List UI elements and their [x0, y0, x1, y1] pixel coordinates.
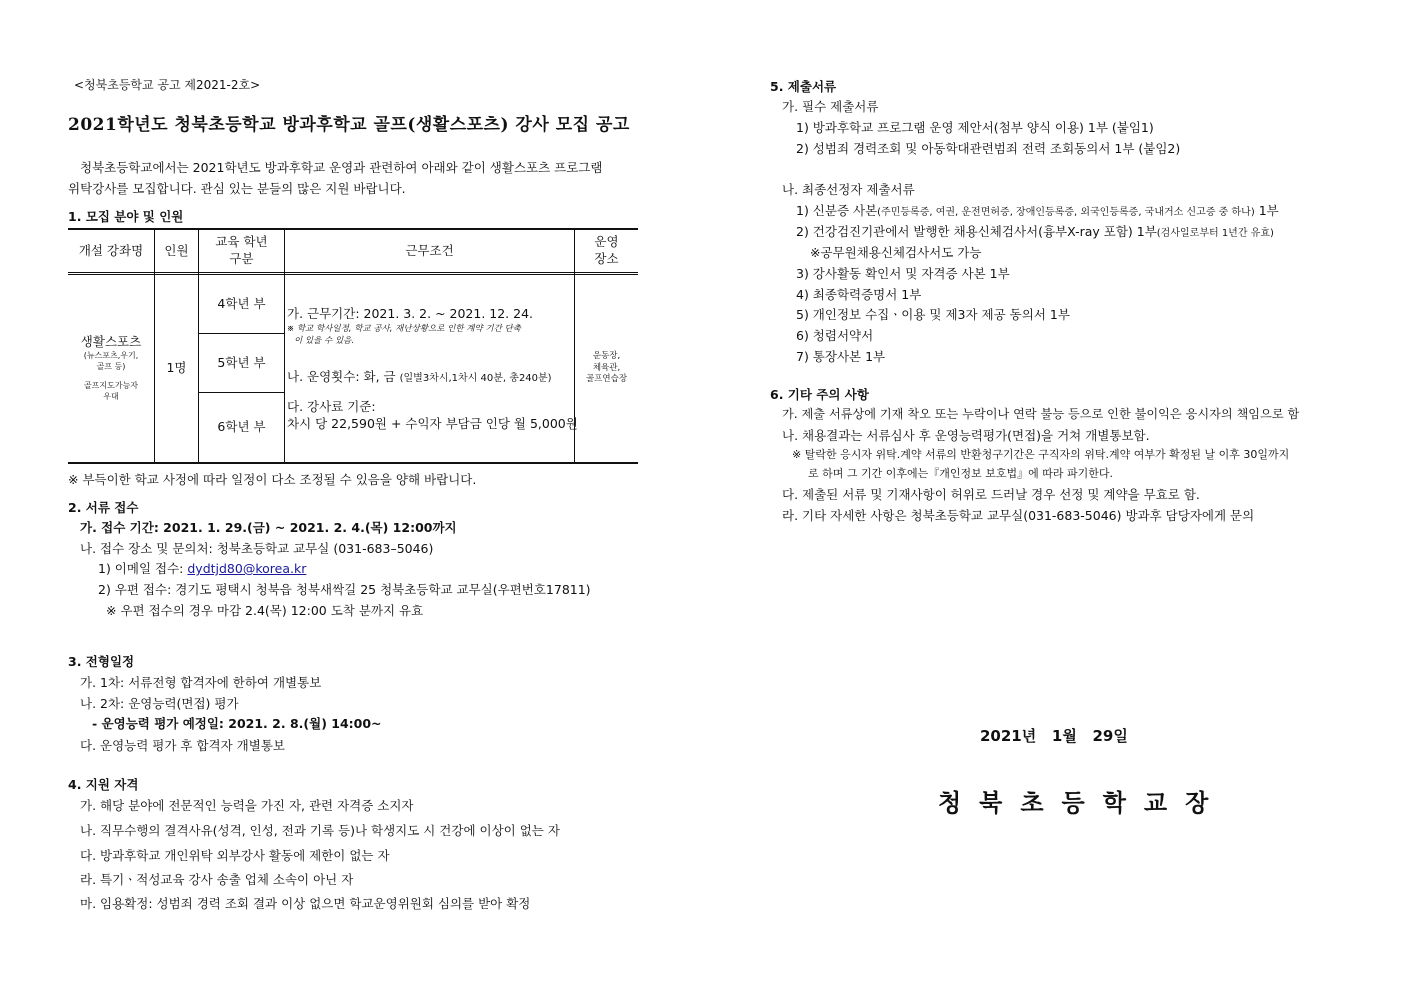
- notice-number: <청북초등학교 공고 제2021-2호>: [74, 78, 261, 92]
- cond-note-1: ※ 학교 학사일정, 학교 공사, 재난상황으로 인한 계약 기간 단축: [287, 324, 521, 334]
- schedule-item-1: 가. 1차: 서류전형 합격자에 한하여 개별통보: [80, 675, 322, 690]
- header-conditions: 근무조건: [405, 242, 454, 258]
- page-title: 2021학년도 청북초등학교 방과후학교 골프(생활스포츠) 강사 모집 공고: [68, 115, 630, 135]
- place-cell: [575, 275, 638, 462]
- school-principal-signature: 청북초등학교장: [938, 789, 1227, 817]
- final-doc-item-2: [796, 222, 1274, 240]
- submission-period: 가. 접수 기간: 2021. 1. 29.(금) ~ 2021. 2. 4.(목) 12:00까지: [80, 520, 457, 535]
- final-doc-2-note: ※공무원채용신체검사서도 가능: [810, 245, 982, 260]
- post-submission: 2) 우편 접수: 경기도 평택시 청북읍 청북새싹길 25 청북초등학교 교무실(우편번호17811): [98, 582, 591, 597]
- header-grade-line1: 교육 학년: [215, 234, 268, 250]
- schedule-item-3: 다. 운영능력 평가 후 합격자 개별통보: [80, 738, 285, 753]
- notice-note-1: ※ 탈락한 응시자 위탁.계약 서류의 반환청구기간은 구직자의 위탁.계약 여부가 확정된 날 이후 30일까지: [792, 448, 1290, 461]
- course-name: 생활스포츠: [80, 334, 142, 350]
- notice-item-2: 나. 채용결과는 서류심사 후 운영능력평가(면접)을 거쳐 개별통보함.: [782, 428, 1150, 443]
- section-1-heading: 1. 모집 분야 및 인원: [68, 209, 184, 224]
- notice-item-1: 가. 제출 서류상에 기재 착오 또는 누락이나 연락 불능 등으로 인한 불이익은 응시자의 책임으로 함: [782, 407, 1300, 421]
- recruitment-table: [68, 228, 638, 464]
- count-cell: 1명: [166, 360, 187, 376]
- grade-5: 5학년 부: [217, 354, 266, 370]
- course-cell: [68, 275, 154, 462]
- place-3: 골프연습장: [585, 374, 628, 385]
- section-3-heading: 3. 전형일정: [68, 654, 135, 669]
- section-2-heading: 2. 서류 접수: [68, 500, 139, 515]
- qualification-item: 나. 직무수행의 결격사유(성격, 인성, 전과 기록 등)나 학생지도 시 건강에 이상이 없는 자: [80, 823, 560, 838]
- qualification-item: 다. 방과후학교 개인위탁 외부강사 활동에 제한이 없는 자: [80, 848, 390, 863]
- qualification-item: 마. 임용확정: 성범죄 경력 조회 결과 이상 없으면 학교운영위원회 심의를 받아 확정: [80, 896, 531, 911]
- final-doc-1-detail: (주민등록증, 여권, 운전면허증, 장애인등록증, 외국인등록증, 국내거소 신고증 중 하나): [877, 207, 1255, 218]
- schedule-item-2: 나. 2차: 운영능력(면접) 평가: [80, 696, 239, 711]
- table-footnote: ※ 부득이한 학교 사정에 따라 일정이 다소 조정될 수 있음을 양해 바랍니다.: [68, 472, 477, 487]
- final-doc-item-1: [796, 201, 1279, 219]
- required-doc-item: 2) 성범죄 경력조회 및 아동학대관련범죄 전력 조회동의서 1부 (붙임2): [796, 141, 1181, 156]
- final-doc-item: 6) 청렴서약서: [796, 328, 874, 343]
- cond-pay-title: 다. 강사료 기준:: [287, 399, 376, 414]
- final-doc-1-main: 1) 신분증 사본: [796, 203, 878, 218]
- final-doc-item: 7) 통장사본 1부: [796, 349, 886, 364]
- required-docs-title: 가. 필수 제출서류: [782, 99, 879, 114]
- schedule-item-2-detail: - 운영능력 평가 예정일: 2021. 2. 8.(월) 14:00~: [92, 716, 382, 731]
- header-grade-line2: 구분: [229, 251, 254, 266]
- course-sub-1: (뉴스포츠,우기,: [83, 351, 139, 361]
- course-sub-4: 우대: [103, 391, 119, 401]
- final-doc-item: 3) 강사활동 확인서 및 자격증 사본 1부: [796, 266, 1010, 281]
- grade-4: 4학년 부: [217, 295, 266, 311]
- submission-place: 나. 접수 장소 및 문의처: 청북초등학교 교무실 (031-683–5046): [80, 541, 434, 556]
- header-count: 인원: [164, 242, 189, 258]
- grade-6: 6학년 부: [217, 419, 266, 435]
- qualification-item: 가. 해당 분야에 전문적인 능력을 가진 자, 관련 자격증 소지자: [80, 798, 414, 813]
- final-doc-1-count: 1부: [1254, 203, 1279, 218]
- required-doc-item: 1) 방과후학교 프로그램 운영 제안서(첨부 양식 이용) 1부 (붙임1): [796, 120, 1154, 135]
- cond-pay-detail: 차시 당 22,590원 + 수익자 부담금 인당 월 5,000원: [287, 416, 578, 431]
- course-sub-3: 골프지도가능자: [83, 380, 139, 390]
- header-grade: [199, 230, 284, 272]
- final-doc-item: 5) 개인정보 수집ㆍ이용 및 제3자 제공 동의서 1부: [796, 307, 1070, 322]
- email-submission: [98, 559, 306, 577]
- intro-line-2: 위탁강사를 모집합니다. 관심 있는 분들의 많은 지원 바랍니다.: [68, 181, 406, 196]
- cond-period: 가. 근무기간: 2021. 3. 2. ~ 2021. 12. 24.: [287, 306, 534, 321]
- cond-note-2: 이 있을 수 있음.: [294, 336, 355, 346]
- cond-freq-text: 나. 운영횟수: 화, 금: [287, 369, 396, 384]
- cond-freq-detail: (일별3차시,1차시 40분, 총240분): [399, 373, 552, 384]
- final-docs-title: 나. 최종선정자 제출서류: [782, 182, 915, 197]
- final-doc-item: 4) 최종학력증명서 1부: [796, 287, 922, 302]
- cond-freq: [287, 368, 552, 387]
- place-1: 운동장,: [592, 351, 621, 362]
- header-place: [575, 230, 638, 272]
- section-6-heading: 6. 기타 주의 사항: [770, 387, 869, 402]
- header-place-line1: 운영: [594, 234, 619, 250]
- notice-item-3: 다. 제출된 서류 및 기재사항이 허위로 드러날 경우 선정 및 계약을 무효로 함.: [782, 487, 1200, 502]
- post-note: ※ 우편 접수의 경우 마감 2.4(목) 12:00 도착 분까지 유효: [106, 603, 424, 618]
- email-link[interactable]: dydtjd80@korea.kr: [187, 561, 307, 576]
- place-2: 체육관,: [592, 362, 621, 373]
- section-5-heading: 5. 제출서류: [770, 79, 837, 94]
- intro-line-1: 청북초등학교에서는 2021학년도 방과후학교 운영과 관련하여 아래와 같이 생활스포츠 프로그램: [80, 160, 603, 175]
- final-doc-2-detail: (검사일로부터 1년간 유효): [1156, 228, 1274, 239]
- final-doc-2-main: 2) 건강검진기관에서 발행한 채용신체검사서(흉부X-ray 포함) 1부: [796, 224, 1157, 239]
- course-sub-2: 골프 등): [96, 362, 126, 372]
- header-course: 개설 강좌명: [78, 242, 144, 258]
- notice-date: 2021년 1월 29일: [980, 727, 1128, 745]
- section-4-heading: 4. 지원 자격: [68, 777, 139, 792]
- header-place-line2: 장소: [594, 251, 619, 266]
- notice-note-2: 로 하며 그 기간 이후에는『개인정보 보호법』에 따라 파기한다.: [808, 467, 1113, 480]
- email-label: 1) 이메일 접수:: [98, 561, 184, 576]
- notice-item-4: 라. 기타 자세한 사항은 청북초등학교 교무실(031-683-5046) 방과후 담당자에게 문의: [782, 508, 1255, 523]
- qualification-item: 라. 특기ㆍ적성교육 강사 송출 업체 소속이 아닌 자: [80, 872, 354, 887]
